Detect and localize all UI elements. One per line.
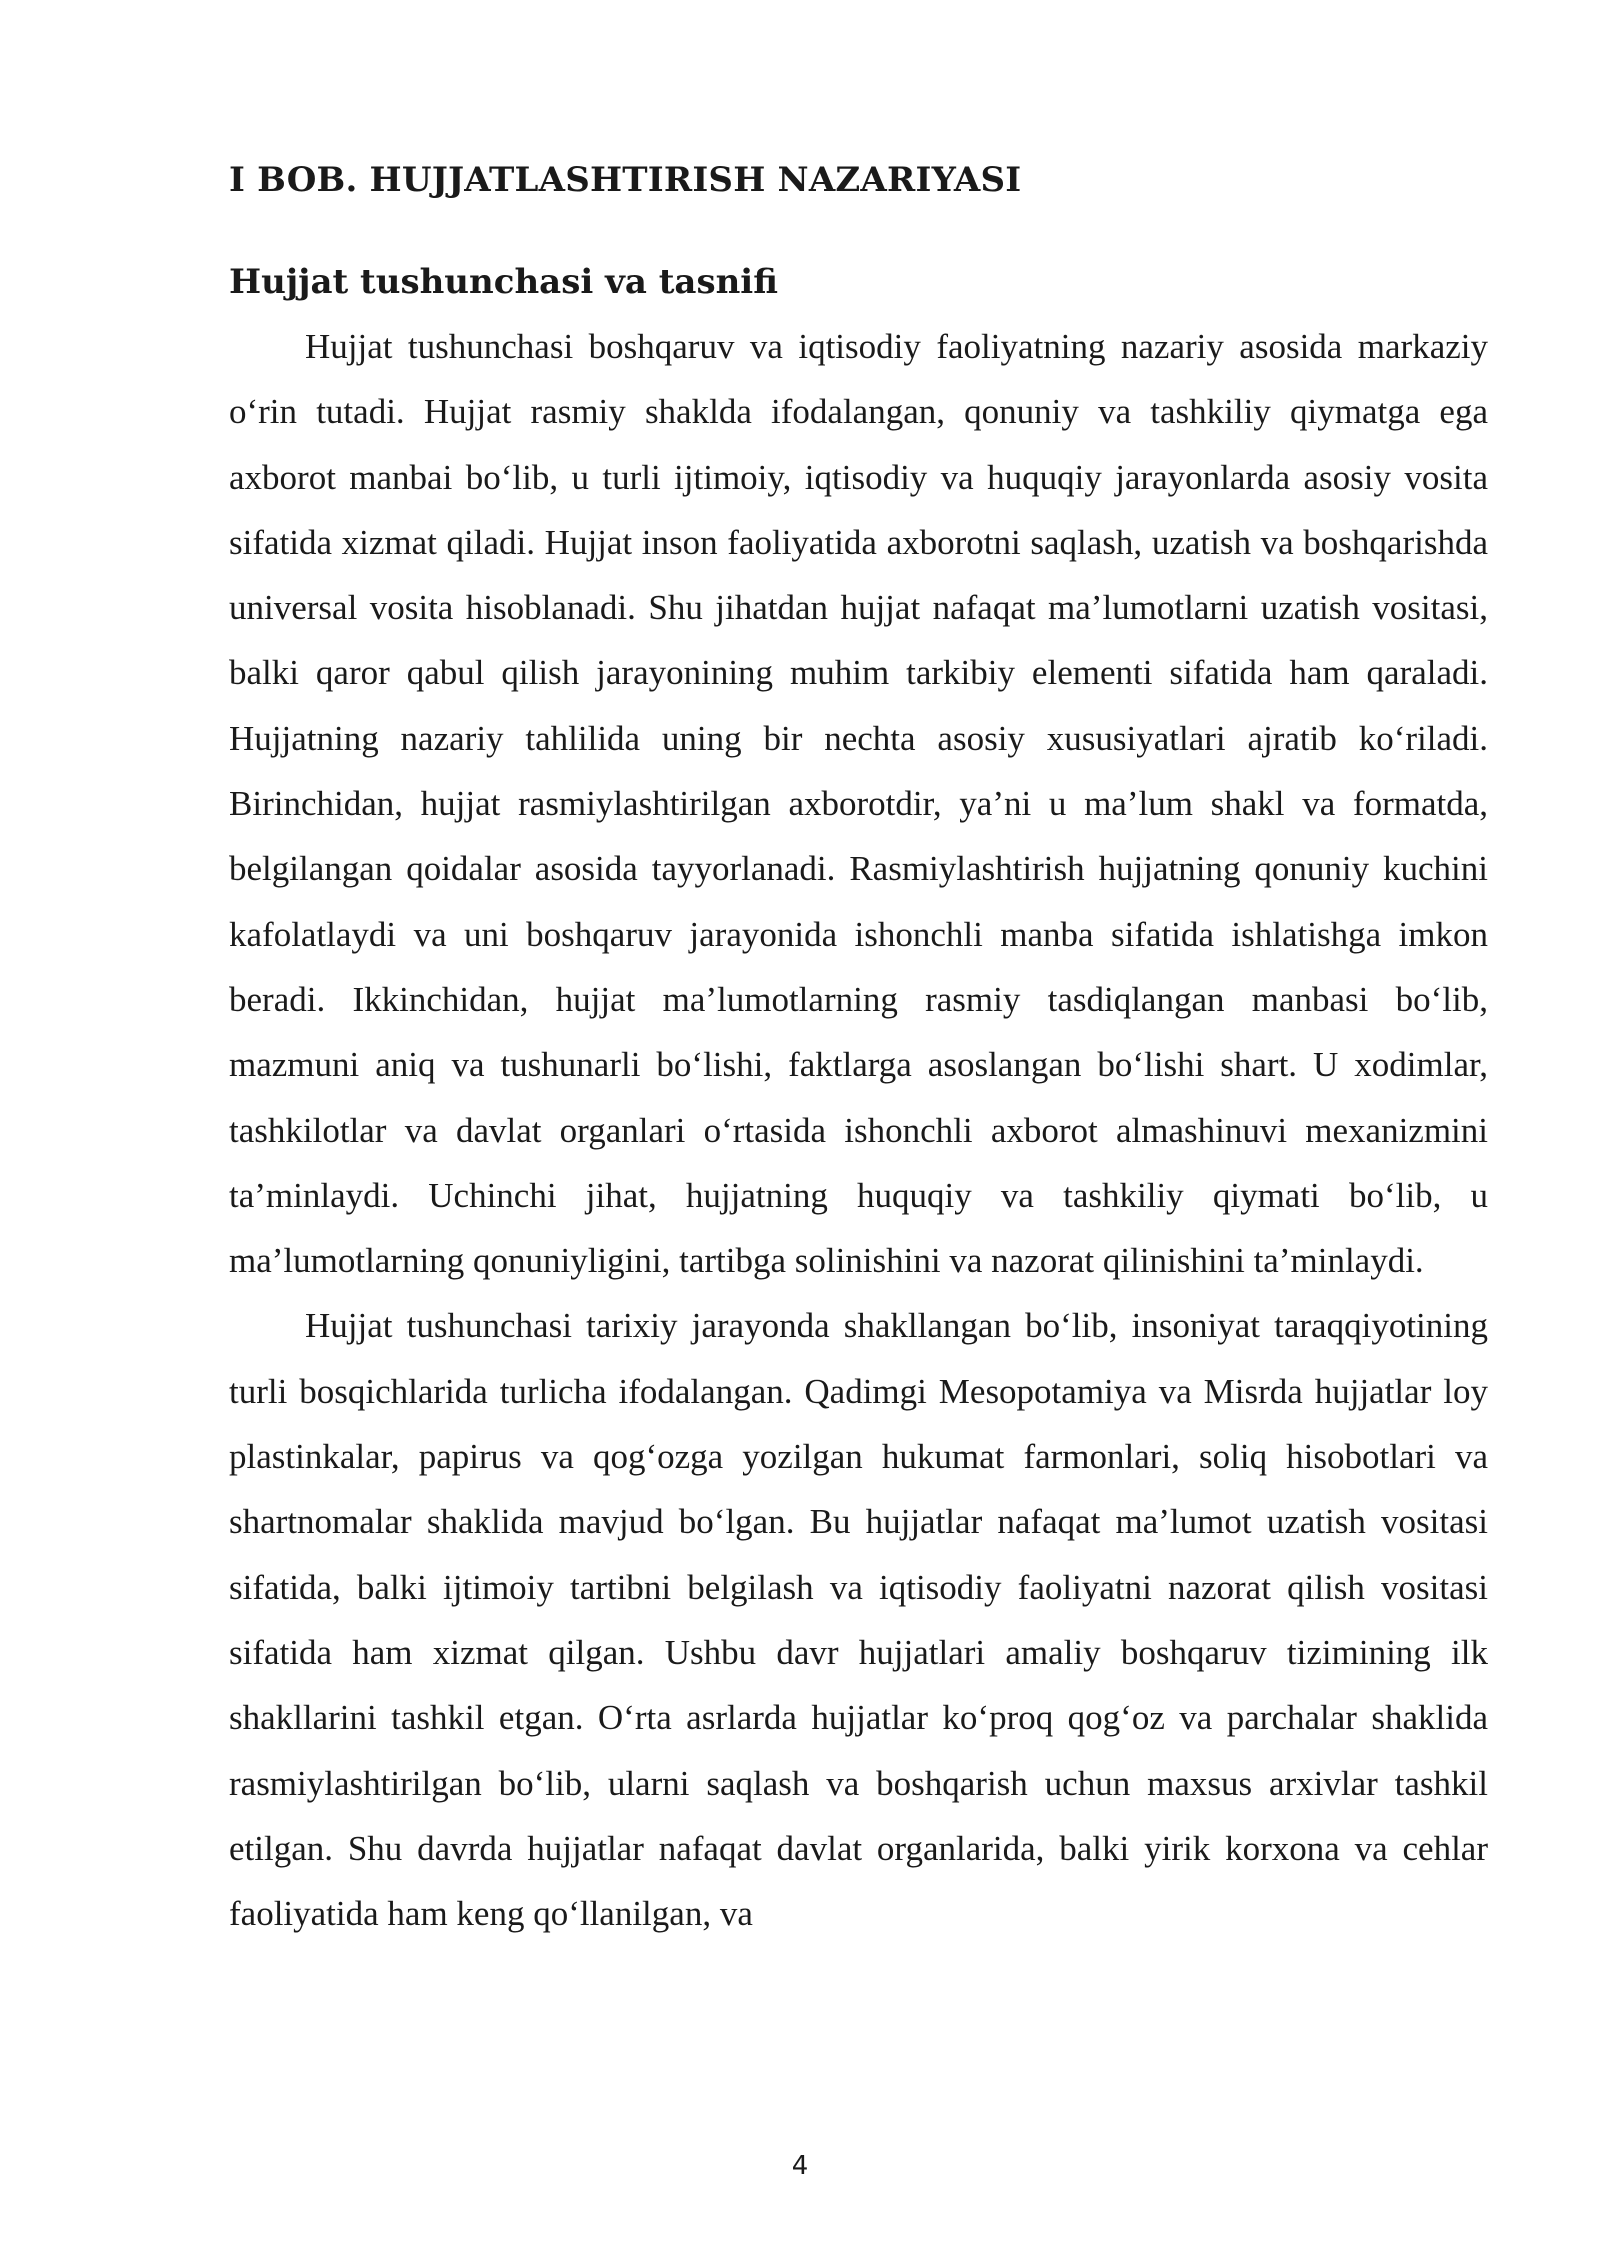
chapter-title: I BOB. HUJJATLASHTIRISH NAZARIYASI (229, 160, 1022, 200)
body-paragraph: Hujjat tushunchasi tarixiy jarayonda shakllangan boʻlib, insoniyat taraqqiyotining turli bosqichlarida turlicha ifodalangan. Qadimgi Mesopotamiya va Misrda hujjatlar loy plastinkalar, papirus va qogʻozga yozilgan hukumat farmonlari, soliq hisobotlari va shartnomalar shaklida mavjud boʻlgan. Bu hujjatlar nafaqat ma’lumot uzatish vositasi sifatida, balki ijtimoiy tartibni belgilash va iqtisodiy faoliyatni nazorat qilish vositasi sifatida ham xizmat qilgan. Ushbu davr hujjatlari amaliy boshqaruv tizimining ilk shakllarini tashkil etgan. Oʻrta asrlarda hujjatlar koʻproq qogʻoz va parchalar shaklida rasmiylashtirilgan boʻlib, ularni saqlash va boshqarish uchun maxsus arxivlar tashkil etilgan. Shu davrda hujjatlar nafaqat davlat organlarida, balki yirik korxona va cehlar faoliyatida ham keng qoʻllanilgan, va (229, 1306, 1488, 1934)
body-paragraph: Hujjat tushunchasi boshqaruv va iqtisodiy faoliyatning nazariy asosida markaziy oʻrin tutadi. Hujjat rasmiy shaklda ifodalangan, qonuniy va tashkiliy qiymatga ega axborot manbai boʻlib, u turli ijtimoiy, iqtisodiy va huquqiy jarayonlarda asosiy vosita sifatida xizmat qiladi. Hujjat inson faoliyatida axborotni saqlash, uzatish va boshqarishda universal vosita hisoblanadi. Shu jihatdan hujjat nafaqat ma’lumotlarni uzatish vositasi, balki qaror qabul qilish jarayonining muhim tarkibiy elementi sifatida ham qaraladi. Hujjatning nazariy tahlilida uning bir nechta asosiy xususiyatlari ajratib koʻriladi. Birinchidan, hujjat rasmiylashtirilgan axborotdir, ya’ni u ma’lum shakl va formatda, belgilangan qoidalar asosida tayyorlanadi. Rasmiylashtirish hujjatning qonuniy kuchini kafolatlaydi va uni boshqaruv jarayonida ishonchli manba sifatida ishlatishga imkon beradi. Ikkinchidan, hujjat ma’lumotlarning rasmiy tasdiqlangan manbasi boʻlib, mazmuni aniq va tushunarli boʻlishi, faktlarga asoslangan boʻlishi shart. U xodimlar, tashkilotlar va davlat organlari oʻrtasida ishonchli axborot almashinuvi mexanizmini ta’minlaydi. Uchinchi jihat, hujjatning huquqiy va tashkiliy qiymati boʻlib, u ma’lumotlarning qonuniyligini, tartibga solinishini va nazorat qilinishini ta’minlaydi. (229, 327, 1488, 1281)
page-number: 4 (791, 2151, 809, 2181)
page-content (229, 150, 1488, 1946)
section-title: Hujjat tushunchasi va tasnifi (229, 262, 778, 302)
